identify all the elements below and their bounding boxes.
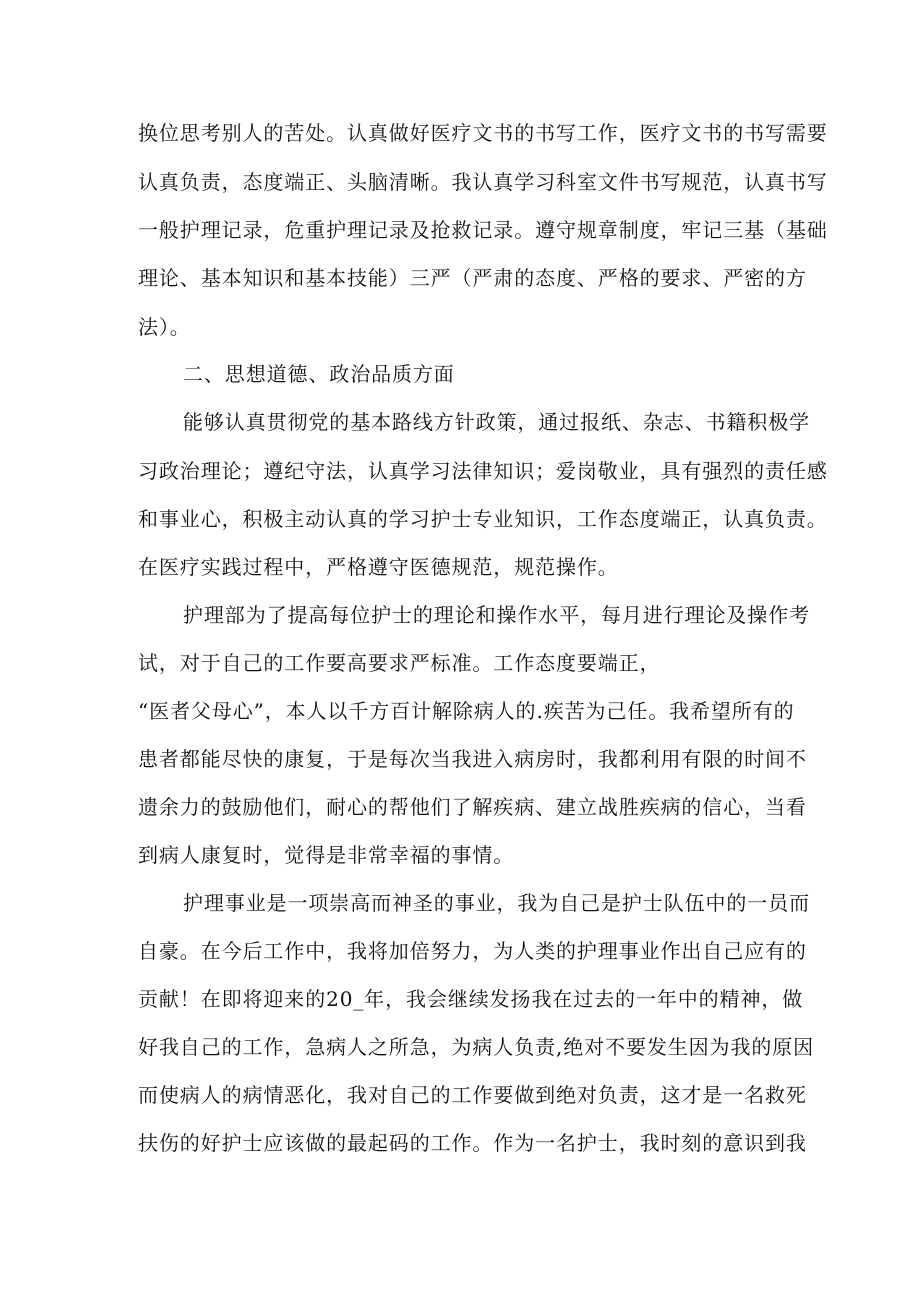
text-line: 护理事业是一项崇高而神圣的事业，我为自己是护士队伍中的一员而 (183, 891, 810, 915)
text-line: 自豪。在今后工作中，我将加倍努力，为人类的护理事业作出自己应有的 (138, 939, 807, 963)
text-line: 护理部为了提高每位护士的理论和操作水平，每月进行理论及操作考 (183, 603, 810, 627)
section-heading: 二、思想道德、政治品质方面 (183, 362, 455, 386)
text-line: 患者都能尽快的康复，于是每次当我进入病房时，我都利用有限的时间不 (138, 747, 807, 771)
text-line: 遗余力的鼓励他们，耐心的帮他们了解疾病、建立战胜疾病的信心，当看 (138, 795, 807, 819)
text-line: 一般护理记录，危重护理记录及抢救记录。遵守规章制度，牢记三基（基础 (138, 218, 828, 242)
text-line: 而使病人的病情恶化，我对自己的工作要做到绝对负责，这才是一名救死 (138, 1083, 807, 1107)
text-line: 习政治理论；遵纪守法，认真学习法律知识；爱岗敬业，具有强烈的责任感 (138, 459, 828, 483)
text-line: 到病人康复时，觉得是非常幸福的事情。 (138, 843, 515, 867)
text-line: 好我自己的工作，急病人之所急，为病人负责,绝对不要发生因为我的原因 (138, 1035, 815, 1059)
text-line: 认真负责，态度端正、头脑清晰。我认真学习科室文件书写规范，认真书写 (138, 170, 828, 194)
text-line: 理论、基本知识和基本技能）三严（严肃的态度、严格的要求、严密的方 (138, 266, 807, 290)
text-line: 法）。 (138, 315, 191, 339)
text-line: 和事业心，积极主动认真的学习护士专业知识，工作态度端正，认真负责。 (138, 507, 828, 531)
text-line: 扶伤的好护士应该做的最起码的工作。作为一名护士，我时刻的意识到我 (138, 1131, 807, 1155)
text-line: 能够认真贯彻党的基本路线方针政策，通过报纸、杂志、书籍积极学 (183, 410, 810, 434)
text-line: “医者父母心”，本人以千方百计解除病人的.疾苦为己任。我希望所有的 (138, 699, 795, 723)
text-line: 换位思考别人的苦处。认真做好医疗文书的书写工作，医疗文书的书写需要 (138, 121, 828, 145)
text-line: 在医疗实践过程中，严格遵守医德规范，规范操作。 (138, 555, 619, 579)
text-line: 贡献！在即将迎来的20_年，我会继续发扬我在过去的一年中的精神，做 (138, 987, 804, 1011)
text-line: 试，对于自己的工作要高要求严标准。工作态度要端正， (138, 651, 661, 675)
